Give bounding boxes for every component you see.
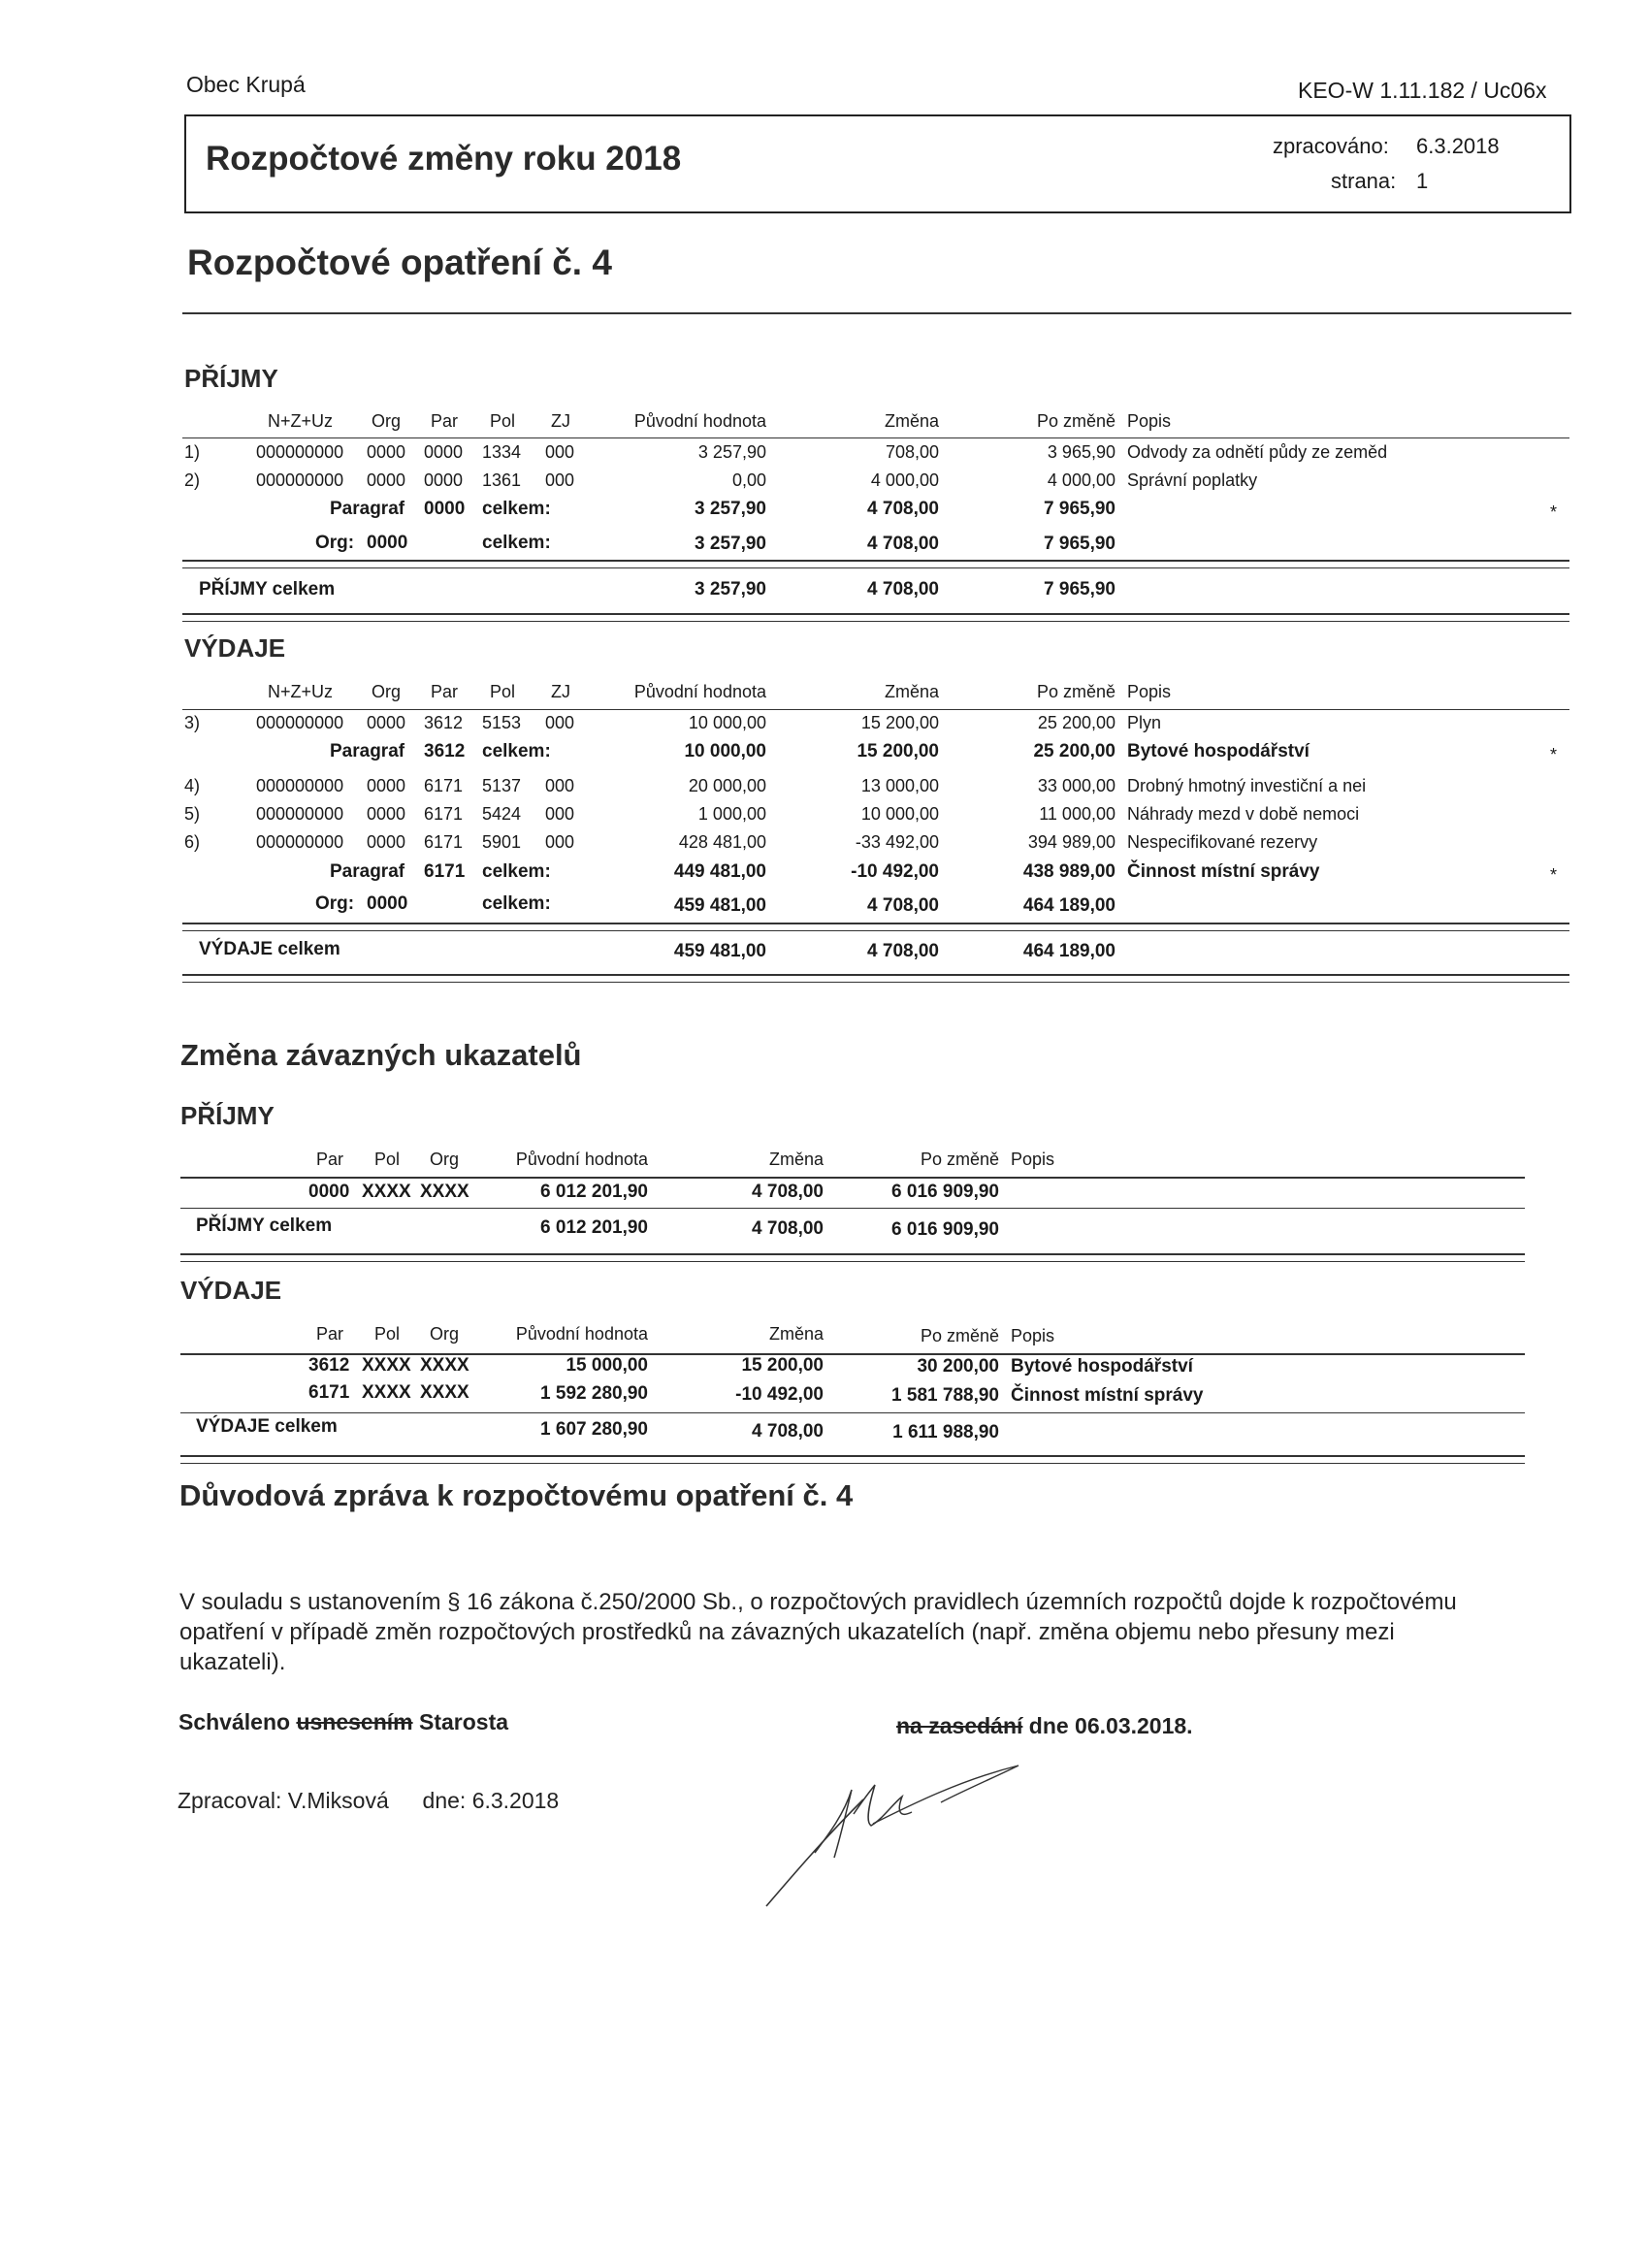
org-total-label: celkem: [482,533,551,553]
col-org: Org [372,682,402,701]
subtotal-after: 7 965,90 [1044,499,1116,519]
col-after: Po změně [920,1326,999,1345]
prepared-by: V.Miksová [287,1788,389,1813]
subtotal-total-label: celkem: [482,861,551,882]
struck-meeting: na zasedání [896,1713,1023,1738]
cell-change: -10 492,00 [735,1384,824,1405]
col-pol: Pol [374,1150,401,1169]
subtotal-original: 10 000,00 [684,741,766,761]
col-desc: Popis [1011,1326,1055,1345]
total-change: 4 708,00 [867,941,939,961]
subtotal-after: 438 989,00 [1022,861,1116,882]
cell-pol: 1361 [482,470,522,490]
col-original: Původní hodnota [515,1150,648,1169]
approved-label: Schváleno [178,1709,291,1734]
total-original: 6 012 201,90 [540,1217,648,1238]
cell-nzuz: 000000000 [256,470,344,490]
cell-pol: 1334 [482,442,522,462]
cell-nzuz: 000000000 [256,804,344,824]
cell-par: 6171 [308,1382,350,1403]
document-title: Rozpočtové změny roku 2018 [206,140,682,178]
cell-original: 1 000,00 [697,804,766,824]
cell-org: XXXX [420,1182,469,1202]
asterisk-mark: * [1550,745,1558,764]
cell-desc: Odvody za odnětí půdy ze zeměd [1127,442,1388,462]
asterisk-mark: * [1550,865,1558,885]
col-desc: Popis [1127,411,1172,431]
section-rule [182,621,1569,622]
subtotal-code: 3612 [424,741,466,761]
measure-title: Rozpočtové opatření č. 4 [187,243,612,282]
binding-prijmy-heading: PŘÍJMY [180,1101,275,1130]
cell-par: 6171 [424,776,464,795]
col-org: Org [372,411,402,431]
cell-after: 6 016 909,90 [891,1182,999,1202]
header-rule [182,437,1569,438]
header-rule [180,1177,1525,1179]
cell-org: 0000 [367,776,406,795]
cell-par: 6171 [424,832,464,852]
col-pol: Pol [374,1324,401,1344]
org-code: 0000 [367,533,408,553]
subtotal-original: 449 481,00 [673,861,766,882]
cell-change: 4 000,00 [870,470,939,490]
section-rule [182,567,1569,568]
cell-zj: 000 [545,832,575,852]
col-original: Původní hodnota [633,411,766,431]
cell-zj: 000 [545,804,575,824]
subtotal-code: 6171 [424,861,466,882]
struck-resolution: usnesením [296,1709,413,1734]
col-change: Změna [884,682,939,701]
cell-par: 3612 [424,713,464,732]
cell-change: 15 200,00 [860,713,939,732]
total-after: 1 611 988,90 [892,1422,999,1442]
col-par: Par [316,1324,344,1344]
report-text-line-3: ukazateli). [179,1649,286,1675]
cell-zj: 000 [545,470,575,490]
col-nzuz: N+Z+Uz [268,411,334,431]
vydaje-heading: VÝDAJE [184,633,286,663]
section-rule [182,930,1569,931]
org-total-label: celkem: [482,893,551,914]
meeting-date: dne 06.03.2018. [1028,1713,1193,1738]
binding-vydaje-heading: VÝDAJE [180,1276,282,1305]
cell-zj: 000 [545,713,575,732]
cell-nzuz: 000000000 [256,832,344,852]
org-change: 4 708,00 [867,895,939,916]
col-nzuz: N+Z+Uz [268,682,334,701]
cell-original: 0,00 [731,470,766,490]
section-rule [180,1208,1525,1209]
cell-after: 1 581 788,90 [891,1385,999,1406]
col-after: Po změně [920,1150,999,1169]
col-par: Par [316,1150,344,1169]
row-number: 5) [184,804,201,824]
cell-par: 0000 [308,1182,350,1202]
section-rule [180,1455,1525,1457]
total-original: 1 607 280,90 [540,1419,648,1440]
document-code: KEO-W 1.11.182 / Uc06x [1298,78,1547,103]
col-change: Změna [884,411,939,431]
cell-par: 0000 [424,442,464,462]
cell-original: 6 012 201,90 [540,1182,648,1202]
section-rule [182,974,1569,976]
subtotal-code: 0000 [424,499,466,519]
row-number: 3) [184,713,201,732]
subtotal-total-label: celkem: [482,499,551,519]
cell-original: 20 000,00 [688,776,766,795]
cell-change: 4 708,00 [752,1182,824,1202]
processed-label: zpracováno: [1273,134,1389,158]
org-code: 0000 [367,893,408,914]
report-title: Důvodová zpráva k rozpočtovému opatření č. 4 [179,1478,854,1512]
cell-desc: Správní poplatky [1127,470,1258,490]
report-text-line-1: V souladu s ustanovením § 16 zákona č.250/2000 Sb., o rozpočtových pravidlech územních rozpočtů dojde k rozpočtovému [179,1589,1457,1615]
cell-pol: XXXX [362,1382,411,1403]
prepared-date: 6.3.2018 [471,1788,560,1813]
org-after: 7 965,90 [1044,534,1116,554]
total-label: VÝDAJE celkem [199,939,340,959]
cell-org: 0000 [367,470,406,490]
subtotal-change: 15 200,00 [857,741,939,761]
cell-after: 11 000,00 [1039,804,1116,824]
cell-par: 0000 [424,470,464,490]
total-change: 4 708,00 [752,1421,824,1442]
section-rule [182,923,1569,924]
org-label: Org: [315,893,355,914]
cell-par: 6171 [424,804,464,824]
cell-change: 10 000,00 [860,804,939,824]
handwritten-signature [757,1746,1048,1930]
total-change: 4 708,00 [867,579,939,599]
cell-after: 3 965,90 [1047,442,1116,462]
cell-change: 15 200,00 [741,1355,824,1376]
header-rule [182,709,1569,710]
col-original: Původní hodnota [515,1324,648,1344]
meeting-line [896,1713,1193,1739]
section-rule [182,613,1569,615]
cell-change: 708,00 [885,442,939,462]
cell-after: 394 989,00 [1027,832,1116,852]
subtotal-label: Paragraf [330,499,405,519]
total-change: 4 708,00 [752,1218,824,1239]
cell-desc: Bytové hospodářství [1011,1356,1193,1377]
cell-zj: 000 [545,776,575,795]
total-original: 3 257,90 [695,579,766,599]
total-label: PŘÍJMY celkem [199,579,336,599]
col-org: Org [430,1324,460,1344]
cell-pol: XXXX [362,1182,411,1202]
total-label: PŘÍJMY celkem [196,1215,333,1236]
cell-org: XXXX [420,1382,469,1403]
cell-original: 15 000,00 [566,1355,648,1376]
subtotal-change: 4 708,00 [867,499,939,519]
section-rule [180,1463,1525,1464]
page-number: 1 [1416,169,1429,193]
org-after: 464 189,00 [1022,895,1116,916]
org-label: Org: [315,533,355,553]
cell-desc: Nespecifikované rezervy [1127,832,1318,852]
cell-desc: Plyn [1127,713,1162,732]
section-rule [180,1253,1525,1255]
cell-desc: Náhrady mezd v době nemoci [1127,804,1360,824]
section-rule [182,560,1569,562]
cell-org: 0000 [367,442,406,462]
cell-nzuz: 000000000 [256,776,344,795]
total-after: 6 016 909,90 [891,1219,999,1240]
approved-by: Starosta [418,1709,509,1734]
col-change: Změna [768,1150,824,1169]
cell-original: 428 481,00 [678,832,766,852]
cell-org: 0000 [367,713,406,732]
col-org: Org [430,1150,460,1169]
prepared-line [178,1788,559,1814]
row-number: 6) [184,832,201,852]
page-label: strana: [1331,169,1397,193]
subtotal-label: Paragraf [330,861,405,882]
cell-change: 13 000,00 [860,776,939,795]
title-divider [182,312,1571,314]
col-zj: ZJ [551,411,570,431]
cell-zj: 000 [545,442,575,462]
total-after: 464 189,00 [1022,941,1116,961]
subtotal-label: Paragraf [330,741,405,761]
cell-org: 0000 [367,804,406,824]
cell-pol: 5153 [482,713,522,732]
binding-indicators-title: Změna závazných ukazatelů [180,1038,582,1072]
municipality-name: Obec Krupá [186,72,306,97]
cell-org: 0000 [367,832,406,852]
approval-line [178,1709,508,1735]
cell-pol: XXXX [362,1355,411,1376]
cell-original: 10 000,00 [688,713,766,732]
row-number: 2) [184,470,201,490]
org-original: 459 481,00 [673,895,766,916]
col-change: Změna [768,1324,824,1344]
prepared-date-label: dne: [422,1788,467,1813]
org-change: 4 708,00 [867,534,939,554]
row-number: 4) [184,776,201,795]
col-zj: ZJ [551,682,570,701]
prijmy-heading: PŘÍJMY [184,364,278,393]
subtotal-after: 25 200,00 [1033,741,1116,761]
cell-after: 25 200,00 [1037,713,1116,732]
asterisk-mark: * [1550,502,1558,522]
cell-pol: 5424 [482,804,522,824]
cell-change: -33 492,00 [855,832,939,852]
col-par: Par [431,411,459,431]
org-original: 3 257,90 [695,534,766,554]
cell-nzuz: 000000000 [256,713,344,732]
prepared-label: Zpracoval: [178,1788,282,1813]
col-desc: Popis [1011,1150,1055,1169]
cell-pol: 5901 [482,832,522,852]
section-rule [180,1412,1525,1413]
cell-desc: Drobný hmotný investiční a nei [1127,776,1367,795]
total-after: 7 965,90 [1044,579,1116,599]
subtotal-desc: Bytové hospodářství [1127,741,1310,761]
cell-after: 4 000,00 [1047,470,1116,490]
processed-date: 6.3.2018 [1416,134,1500,158]
col-desc: Popis [1127,682,1172,701]
cell-par: 3612 [308,1355,350,1376]
cell-original: 3 257,90 [697,442,766,462]
col-pol: Pol [490,682,516,701]
col-after: Po změně [1036,682,1116,701]
cell-desc: Činnost místní správy [1011,1385,1204,1406]
col-pol: Pol [490,411,516,431]
cell-after: 33 000,00 [1037,776,1116,795]
cell-pol: 5137 [482,776,522,795]
col-original: Původní hodnota [633,682,766,701]
cell-org: XXXX [420,1355,469,1376]
section-rule [180,1261,1525,1262]
report-text-line-2: opatření v případě změn rozpočtových prostředků na závazných ukazatelích (např. změna objemu nebo přesuny mezi [179,1619,1395,1645]
col-par: Par [431,682,459,701]
cell-original: 1 592 280,90 [540,1383,648,1404]
subtotal-desc: Činnost místní správy [1127,861,1320,882]
cell-nzuz: 000000000 [256,442,344,462]
total-label: VÝDAJE celkem [196,1416,338,1437]
subtotal-change: -10 492,00 [851,861,939,882]
subtotal-original: 3 257,90 [695,499,766,519]
cell-after: 30 200,00 [917,1356,999,1377]
col-after: Po změně [1036,411,1116,431]
section-rule [182,982,1569,983]
row-number: 1) [184,442,201,462]
total-original: 459 481,00 [673,941,766,961]
subtotal-total-label: celkem: [482,741,551,761]
